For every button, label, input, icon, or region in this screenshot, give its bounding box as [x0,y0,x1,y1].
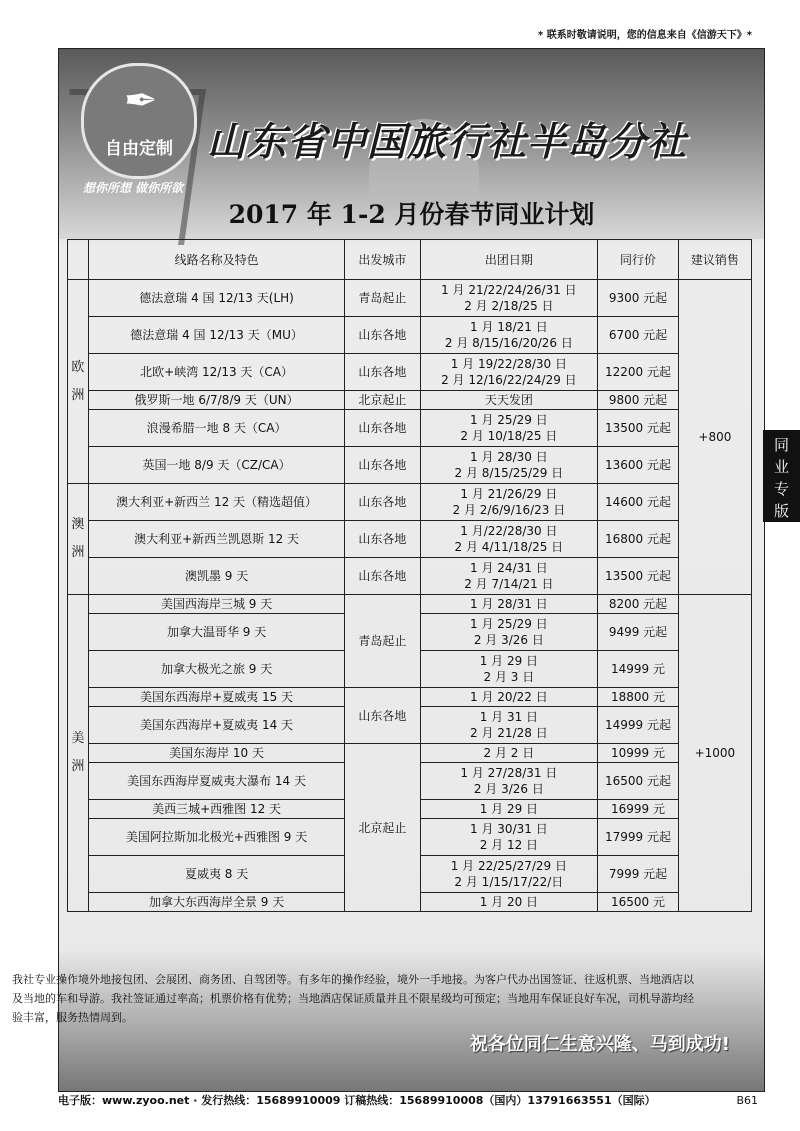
route-name: 浪漫希腊一地 8 天（CA） [88,410,345,447]
route-name: 美西三城+西雅图 12 天 [88,800,345,819]
page-number: B61 [736,1094,758,1107]
depart-city: 山东各地 [345,688,420,744]
depart-city: 北京起止 [345,744,420,912]
depart-city: 青岛起止 [345,595,420,688]
depart-city: 山东各地 [345,317,420,354]
tour-dates: 1 月 20 日 [420,893,598,912]
source-note: * 联系时敬请说明，您的信息来自《信游天下》* [538,30,752,41]
tour-dates: 1 月 20/22 日 [420,688,598,707]
table-row [68,280,752,317]
ad-frame [58,48,765,1092]
route-name: 美国西海岸三城 9 天 [88,595,345,614]
route-name: 加拿大东西海岸全景 9 天 [88,893,345,912]
logo-slogan: 想你所想 做你所欲 [83,181,184,195]
tour-table [67,239,752,912]
logo-text: 自由定制 [105,139,173,159]
route-name: 美国东海岸 10 天 [88,744,345,763]
depart-city: 山东各地 [345,484,420,521]
trade-price: 17999 元起 [598,819,679,856]
trade-price: 16999 元 [598,800,679,819]
tour-dates: 1 月 24/31 日 2 月 7/14/21 日 [420,558,598,595]
suggest-markup: +1000 [678,595,751,912]
trade-price: 14600 元起 [598,484,679,521]
hero-banner [59,49,764,239]
tour-dates: 2 月 2 日 [420,744,598,763]
tour-dates: 天天发团 [420,391,598,410]
tour-dates: 1 月 31 日 2 月 21/28 日 [420,707,598,744]
tour-dates: 1 月 25/29 日 2 月 3/26 日 [420,614,598,651]
route-name: 夏威夷 8 天 [88,856,345,893]
pen-icon: ✒ [124,78,158,124]
header-price: 同行价 [598,240,679,280]
trade-price: 9499 元起 [598,614,679,651]
trade-price: 13500 元起 [598,558,679,595]
trade-price: 13600 元起 [598,447,679,484]
footer-note: 我社专业操作境外地接包团、会展团、商务团、自驾团等。有多年的操作经验，境外一手地接。为客户代办出国签证、往返机票、当地酒店以及当地的车和导游。我社签证通过率高；机票价格有优势；当地酒店保证质量并且不限星级均可预定；当地用车保证良好车况，司机导游均经验丰富，服务热情周到。 [12,973,694,1024]
trade-price: 14999 元起 [598,707,679,744]
route-name: 加拿大温哥华 9 天 [88,614,345,651]
logo-badge [81,63,197,179]
tour-dates: 1 月 30/31 日 2 月 12 日 [420,819,598,856]
table-row [68,447,752,484]
table-row [68,354,752,391]
trade-price: 13500 元起 [598,410,679,447]
route-name: 北欧+峡湾 12/13 天（CA） [88,354,345,391]
suggest-markup: +800 [678,280,751,595]
depart-city: 山东各地 [345,354,420,391]
depart-city: 山东各地 [345,447,420,484]
route-name: 澳大利亚+新西兰 12 天（精选超值） [88,484,345,521]
header-suggest: 建议销售 [678,240,751,280]
trade-price: 12200 元起 [598,354,679,391]
table-row [68,391,752,410]
tour-dates: 1 月 19/22/28/30 日 2 月 12/16/22/24/29 日 [420,354,598,391]
route-name: 美国东西海岸夏威夷大瀑布 14 天 [88,763,345,800]
tour-dates: 1 月 28/30 日 2 月 8/15/25/29 日 [420,447,598,484]
tour-dates: 1 月 25/29 日 2 月 10/18/25 日 [420,410,598,447]
route-name: 澳凯墨 9 天 [88,558,345,595]
table-row [68,484,752,521]
trade-price: 7999 元起 [598,856,679,893]
route-name: 英国一地 8/9 天（CZ/CA） [88,447,345,484]
region-oceania: 澳 洲 [68,484,89,595]
trade-price: 16500 元 [598,893,679,912]
tour-dates: 1 月 27/28/31 日 2 月 3/26 日 [420,763,598,800]
trade-price: 6700 元起 [598,317,679,354]
depart-city: 青岛起止 [345,280,420,317]
table-row [68,317,752,354]
region-europe: 欧 洲 [68,280,89,484]
table-row [68,688,752,707]
header-route: 线路名称及特色 [88,240,345,280]
tour-dates: 1 月 18/21 日 2 月 8/15/16/20/26 日 [420,317,598,354]
route-name: 美国阿拉斯加北极光+西雅图 9 天 [88,819,345,856]
side-tab: 同 业 专 版 [763,430,800,522]
header-city: 出发城市 [345,240,420,280]
tour-dates: 1 月 29 日 [420,800,598,819]
table-row [68,558,752,595]
table-row [68,521,752,558]
route-name: 俄罗斯一地 6/7/8/9 天（UN） [88,391,345,410]
trade-price: 9800 元起 [598,391,679,410]
header-date: 出团日期 [420,240,598,280]
table-header [68,240,752,280]
depart-city: 北京起止 [345,391,420,410]
trade-price: 16500 元起 [598,763,679,800]
route-name: 加拿大极光之旅 9 天 [88,651,345,688]
table-row [68,410,752,447]
table-row [68,744,752,763]
route-name: 德法意瑞 4 国 12/13 天(LH) [88,280,345,317]
tour-dates: 1 月 28/31 日 [420,595,598,614]
route-name: 美国东西海岸+夏威夷 15 天 [88,688,345,707]
depart-city: 山东各地 [345,410,420,447]
agency-name: 山东省中国旅行社半岛分社 [207,120,688,165]
depart-city: 山东各地 [345,558,420,595]
region-america: 美 洲 [68,595,89,912]
blessing: 祝各位同仁生意兴隆、马到成功! [469,1034,730,1055]
route-name: 美国东西海岸+夏威夷 14 天 [88,707,345,744]
table-row [68,595,752,614]
tour-dates: 1 月 21/22/24/26/31 日 2 月 2/18/25 日 [420,280,598,317]
trade-price: 16800 元起 [598,521,679,558]
trade-price: 9300 元起 [598,280,679,317]
tour-dates: 1 月 22/25/27/29 日 2 月 1/15/17/22/日 [420,856,598,893]
trade-price: 10999 元 [598,744,679,763]
trade-price: 14999 元 [598,651,679,688]
route-name: 澳大利亚+新西兰凯恩斯 12 天 [88,521,345,558]
contact-line: 电子版：www.zyoo.net · 发行热线：15689910009 订稿热线：15689910008（国内）13791663551（国际） [58,1094,656,1107]
tour-dates: 1 月 21/26/29 日 2 月 2/6/9/16/23 日 [420,484,598,521]
tour-dates: 1 月 29 日 2 月 3 日 [420,651,598,688]
region-header [68,240,89,280]
trade-price: 8200 元起 [598,595,679,614]
depart-city: 山东各地 [345,521,420,558]
trade-price: 18800 元 [598,688,679,707]
tour-dates: 1 月/22/28/30 日 2 月 4/11/18/25 日 [420,521,598,558]
route-name: 德法意瑞 4 国 12/13 天（MU） [88,317,345,354]
plan-title: 2017 年 1-2 月份春节同业计划 [228,200,595,229]
